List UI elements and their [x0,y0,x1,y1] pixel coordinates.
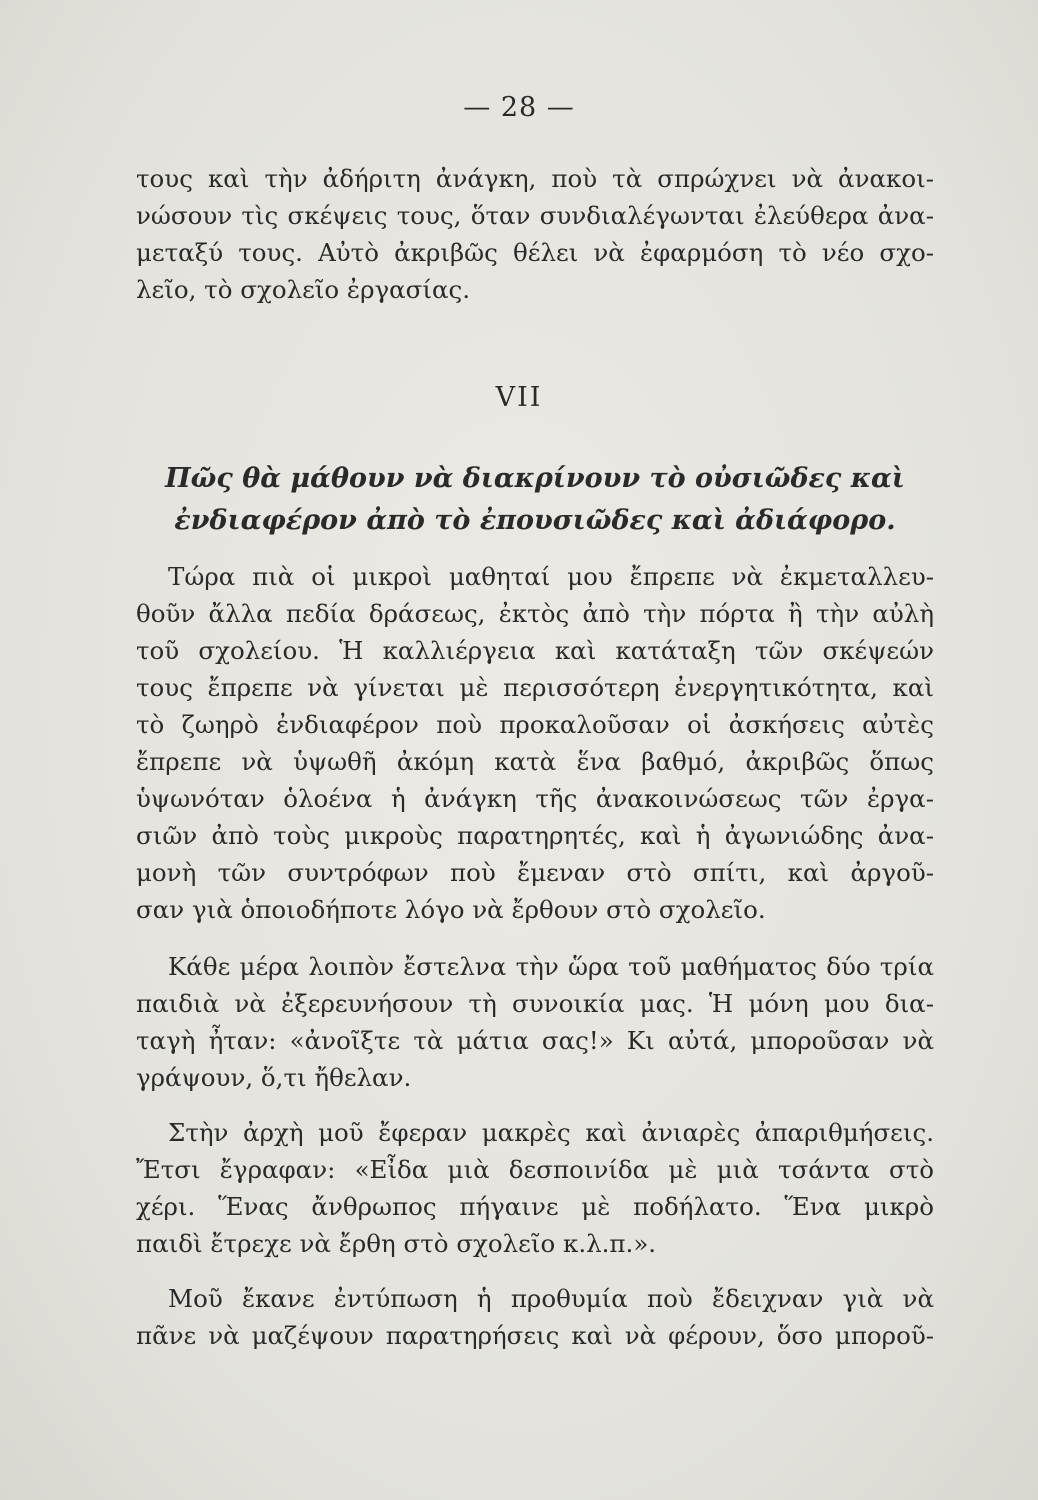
paragraph-3 [136,1114,934,1262]
text-line: ταγὴ ἦταν: «ἀνοῖξτε τὰ μάτια σας!» Κι αὐτά, μποροῦσαν νὰ [136,1026,934,1055]
text-line: ὑψωνόταν ὁλοένα ἡ ἀνάγκη τῆς ἀνακοινώσεως τῶν ἐργα- [136,784,934,813]
text-line: παιδιὰ νὰ ἐξερευνήσουν τὴ συνοικία μας. Ἡ μόνη μου δια- [136,989,934,1018]
text-line: Τώρα πιὰ οἱ μικροὶ μαθηταί μου ἔπρεπε νὰ ἐκμεταλλευ- [168,562,934,591]
text-line: τους ἔπρεπε νὰ γίνεται μὲ περισσότερη ἐνεργητικότητα, καὶ [136,673,934,702]
section-title-line: ἐνδιαφέρον ἀπὸ τὸ ἐπουσιῶδες καὶ ἀδιάφορο. [174,505,896,536]
text-line: λεῖο, τὸ σχολεῖο ἐργασίας. [136,275,471,304]
text-line: Κάθε μέρα λοιπὸν ἔστελνα τὴν ὥρα τοῦ μαθήματος δύο τρία [168,952,934,981]
paragraph-1 [136,558,934,928]
section-title-line: Πῶς θὰ μάθουν νὰ διακρίνουν τὸ οὐσιῶδες καὶ [165,463,905,494]
text-line: νώσουν τὶς σκέψεις τους, ὅταν συνδιαλέγωνται ἐλεύθερα ἀνα- [136,201,934,230]
text-line: ἔπρεπε νὰ ὑψωθῆ ἀκόμη κατὰ ἕνα βαθμό, ἀκριβῶς ὅπως [136,747,934,776]
paragraph-4 [136,1280,934,1354]
text-line: τοῦ σχολείου. Ἡ καλλιέργεια καὶ κατάταξη τῶν σκέψεών [136,636,934,665]
text-line: θοῦν ἄλλα πεδία δράσεως, ἐκτὸς ἀπὸ τὴν πόρτα ἢ τὴν αὐλὴ [136,599,934,628]
text-line: παιδὶ ἔτρεχε νὰ ἔρθη στὸ σχολεῖο κ.λ.π.». [136,1229,657,1258]
text-line: τους καὶ τὴν ἀδήριτη ἀνάγκη, ποὺ τὰ σπρώχνει νὰ ἀνακοι- [136,164,934,193]
text-line: σαν γιὰ ὁποιοδήποτε λόγο νὰ ἔρθουν στὸ σχολεῖο. [136,895,766,924]
section-numeral: VII [495,382,543,413]
text-line: μονὴ τῶν συντρόφων ποὺ ἔμεναν στὸ σπίτι, καὶ ἀργοῦ- [136,858,934,887]
paragraph-top [136,160,934,308]
text-line: Ἔτσι ἔγραφαν: «Εἶδα μιὰ δεσποινίδα μὲ μιὰ τσάντα στὸ [136,1155,934,1184]
text-line: τὸ ζωηρὸ ἐνδιαφέρον ποὺ προκαλοῦσαν οἱ ἀσκήσεις αὐτὲς [136,710,934,739]
text-line: χέρι. Ἕνας ἄνθρωπος πήγαινε μὲ ποδήλατο. Ἕνα μικρὸ [136,1192,934,1221]
page-number: — 28 — [463,92,575,123]
text-line: σιῶν ἀπὸ τοὺς μικροὺς παρατηρητές, καὶ ἡ ἀγωνιώδης ἀνα- [136,821,934,850]
text-line: γράψουν, ὅ,τι ἤθελαν. [136,1063,412,1092]
text-line: πᾶνε νὰ μαζέψουν παρατηρήσεις καὶ νὰ φέρουν, ὅσο μποροῦ- [136,1321,934,1350]
text-line: Στὴν ἀρχὴ μοῦ ἔφεραν μακρὲς καὶ ἀνιαρὲς ἀπαριθμήσεις. [168,1118,934,1147]
section-title [136,458,934,542]
text-line: Μοῦ ἔκανε ἐντύπωση ἡ προθυμία ποὺ ἔδειχναν γιὰ νὰ [168,1284,934,1313]
text-line: μεταξύ τους. Αὐτὸ ἀκριβῶς θέλει νὰ ἐφαρμόση τὸ νέο σχο- [136,238,934,267]
paragraph-2 [136,948,934,1096]
